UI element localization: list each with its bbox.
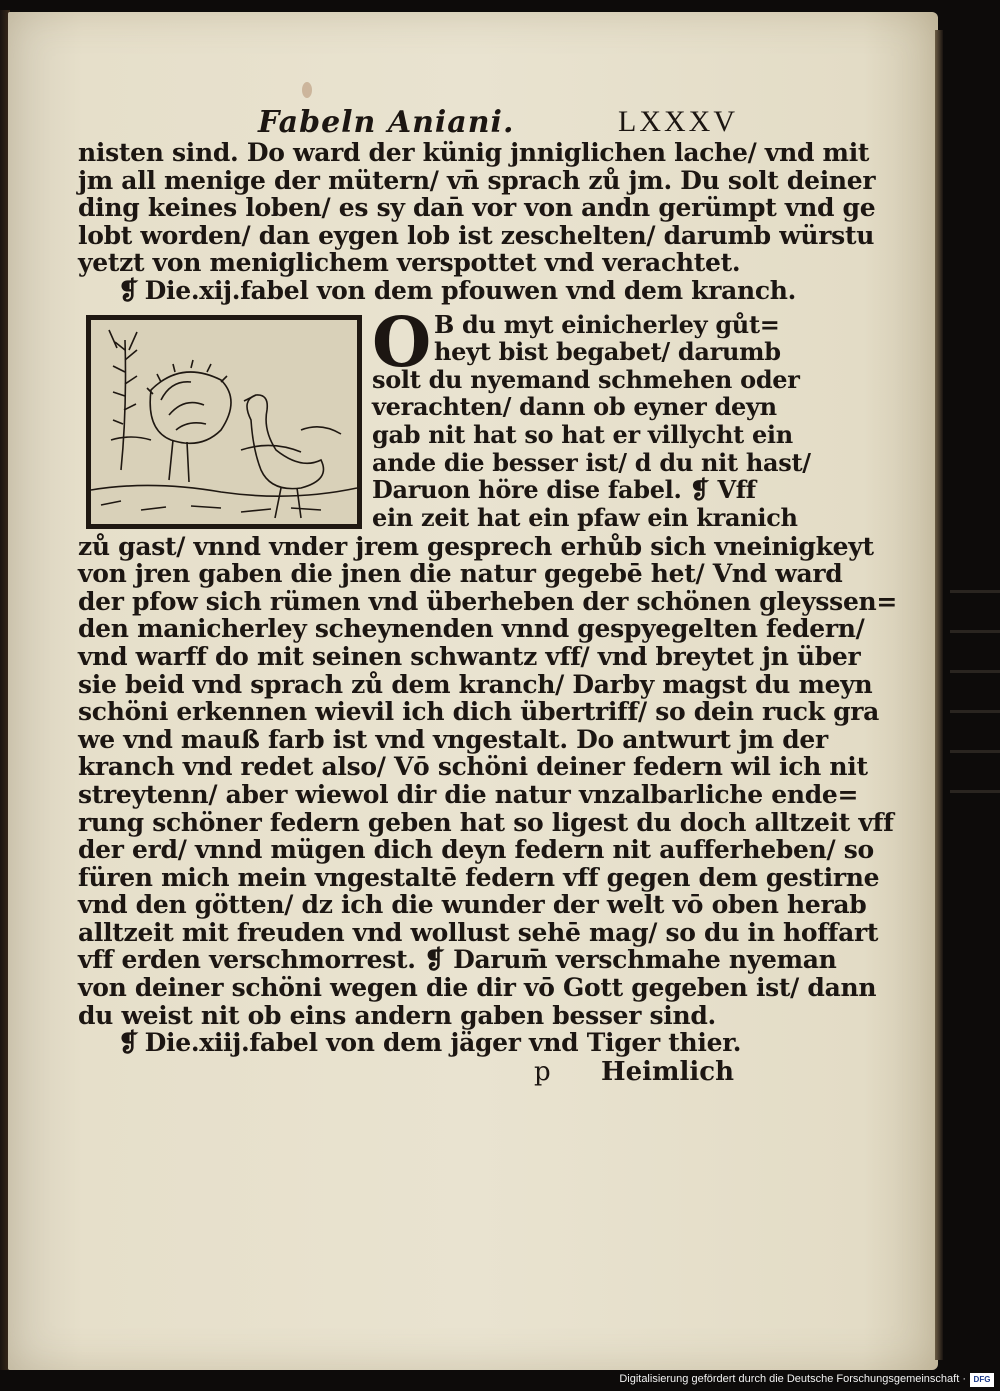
pilcrow-icon: ❡ [118, 1028, 139, 1058]
text-line: Daruon höre dise fabel. ❡ Vff [372, 475, 756, 505]
fable-heading-text: Die.xij.fabel von dem pfouwen vnd dem kranch. [144, 275, 797, 305]
text-block [78, 105, 898, 1091]
paragraph-main [78, 531, 898, 1030]
text-line: der pfow sich rümen vnd überheben der schönen gleyssen= [78, 586, 898, 616]
text-line: vnd den götten/ dz ich die wunder der welt vō oben herab [78, 890, 867, 920]
page-footer [78, 1057, 738, 1091]
text-line: rung schöner federn geben hat so ligest du doch alltzeit vff [78, 807, 894, 837]
dfg-logo-icon: DFG [970, 1373, 994, 1387]
woodcut-section [78, 302, 811, 533]
text-line: du weist nit ob eins andern gaben besser sind. [78, 1000, 716, 1030]
paragraph-top [78, 138, 876, 278]
text-line: we vnd mauß farb ist vnd vngestalt. Do antwurt jm der [78, 724, 828, 754]
text-line: jm all menige der mütern/ vn̄ sprach zů jm. Du solt deiner [78, 165, 876, 195]
pilcrow-icon: ❡ [118, 275, 139, 305]
initial-letter: O [372, 302, 432, 383]
text-line: von jren gaben die jnen die natur gegebē het/ Vnd ward [78, 559, 843, 589]
text-line: alltzeit mit freuden vnd wollust sehē mag/ so du in hoffart [78, 917, 879, 947]
fable-heading [78, 275, 797, 305]
text-line: zů gast/ vnnd vnder jrem gesprech erhůb sich vneinigkeyt [78, 531, 874, 561]
text-line: solt du nyemand schmehen oder [372, 364, 800, 394]
text-line: schöni erkennen wievil ich dich übertriff/ so dein ruck gra [78, 697, 880, 727]
funding-credit: Digitalisierung gefördert durch die Deutsche Forschungsgemeinschaft · [619, 1373, 966, 1385]
text-line: ein zeit hat ein pfaw ein kranich [372, 502, 798, 532]
text-line: der erd/ vnnd mügen dich deyn federn nit aufferheben/ so [78, 835, 874, 865]
ink-stain [302, 82, 312, 98]
text-line: sie beid vnd sprach zů dem kranch/ Darby magst du meyn [78, 669, 873, 699]
text-line: vnd warff do mit seinen schwantz vff/ vnd breytet jn über [78, 641, 861, 671]
text-line: vff erden verschmorrest. ❡ Darum̄ verschmahe nyeman [78, 945, 837, 975]
text-line: kranch vnd redet also/ Vō schöni deiner federn wil ich nit [78, 752, 868, 782]
text-line: verachten/ dann ob eyner deyn [372, 392, 777, 422]
text-line: nisten sind. Do ward der künig jnniglichen lache/ vnd mit [78, 138, 870, 167]
text-line: ande die besser ist/ d du nit hast/ [372, 447, 811, 477]
text-line: streytenn/ aber wiewol dir die natur vnzalbarliche ende= [78, 779, 859, 809]
running-head [78, 105, 738, 139]
peacock-crane-woodcut-icon [91, 320, 357, 524]
signature-mark: p [534, 1056, 551, 1087]
text-line: füren mich mein vngestaltē federn vff gegen dem gestirne [78, 862, 880, 892]
text-line: yetzt von meniglichem verspottet vnd verachtet. [78, 248, 741, 278]
fable-heading [78, 1028, 742, 1058]
fable-heading-text: Die.xiij.fabel von dem jäger vnd Tiger thier. [144, 1028, 742, 1058]
text-line: heyt bist begabet/ darumb [434, 337, 781, 367]
text-line: gab nit hat so hat er villycht ein [372, 419, 793, 449]
catchword: Heimlich [601, 1056, 734, 1087]
text-line: von deiner schöni wegen die dir vō Gott gegeben ist/ dann [78, 973, 877, 1003]
running-title: Fabeln Aniani. [258, 105, 515, 140]
page-edge [935, 30, 943, 1360]
text-line: lobt worden/ dan eygen lob ist zeschelten/ darumb würstu [78, 220, 875, 250]
credit-bar [0, 1370, 1000, 1391]
text-line: ding keines loben/ es sy dan̄ vor von andn gerümpt vnd ge [78, 193, 876, 223]
woodcut-illustration [86, 315, 362, 529]
text-line: den manicherley scheynenden vnnd gespyegelten federn/ [78, 614, 865, 644]
scanner-notches [950, 590, 1000, 830]
folio-number: LXXXV [618, 105, 738, 138]
text-line: B du myt einicherley gůt= [434, 309, 780, 339]
